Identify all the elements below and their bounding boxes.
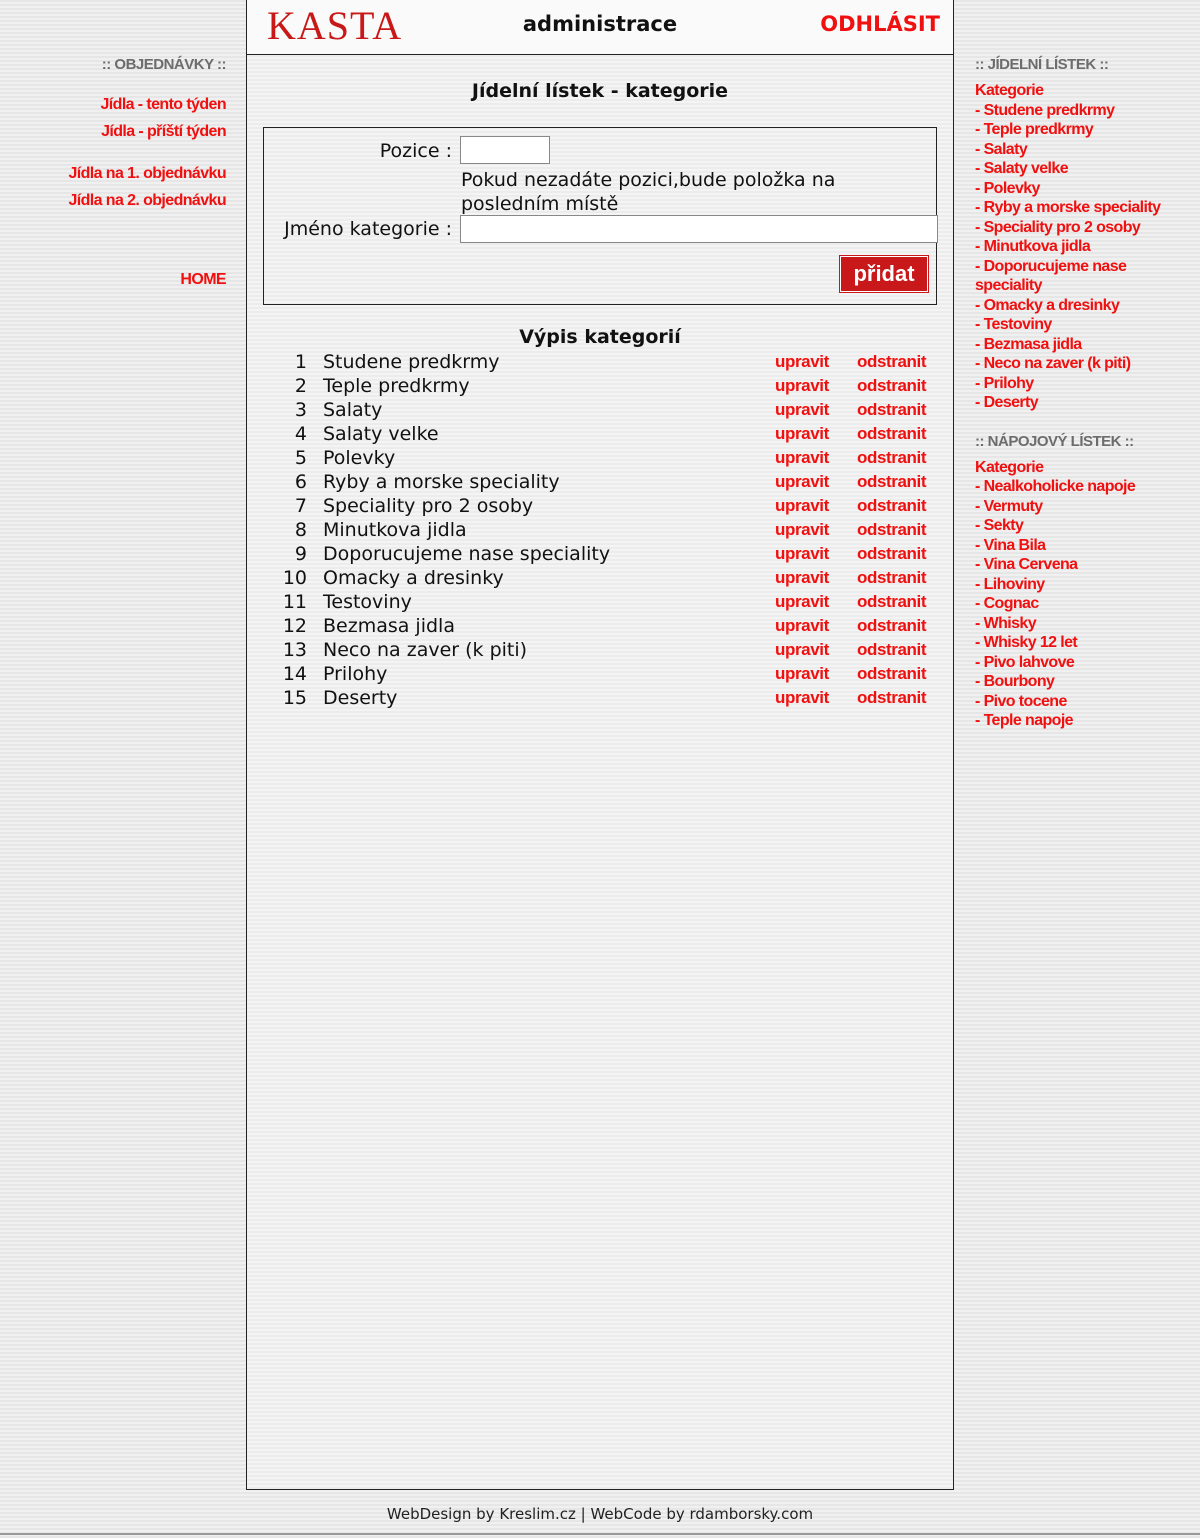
drinks-menu-item[interactable]: - Vina Bila — [975, 536, 1046, 554]
table-row — [277, 398, 937, 422]
drinks-menu-item[interactable]: - Lihoviny — [975, 575, 1045, 593]
delete-link[interactable]: odstranit — [857, 424, 927, 443]
link-food-order-1[interactable]: Jídla na 1. objednávku — [68, 165, 226, 182]
edit-link[interactable]: upravit — [775, 640, 829, 659]
table-row — [277, 374, 937, 398]
table-row — [277, 470, 937, 494]
table-row — [277, 662, 937, 686]
position-input[interactable] — [460, 136, 550, 164]
edit-link[interactable]: upravit — [775, 544, 829, 563]
add-button[interactable]: přidat — [840, 256, 928, 292]
delete-link[interactable]: odstranit — [857, 544, 927, 563]
edit-link[interactable]: upravit — [775, 424, 829, 443]
table-row — [277, 566, 937, 590]
category-name: Polevky — [323, 447, 396, 469]
food-menu-item[interactable]: - Doporucujeme nase speciality — [975, 257, 1127, 294]
drinks-menu-item[interactable]: - Bourbony — [975, 673, 1055, 690]
category-position: 3 — [294, 399, 307, 421]
food-menu-item[interactable]: - Deserty — [975, 394, 1039, 411]
food-menu-item[interactable]: - Prilohy — [975, 374, 1034, 392]
table-row — [277, 542, 937, 566]
delete-link[interactable]: odstranit — [857, 592, 927, 611]
link-food-this-week[interactable]: Jídla - tento týden — [100, 96, 226, 113]
link-food-next-week[interactable]: Jídla - příští týden — [101, 123, 226, 140]
drinks-menu-item[interactable]: - Whisky — [975, 614, 1036, 632]
add-category-form — [263, 127, 937, 305]
edit-link[interactable]: upravit — [775, 520, 829, 539]
drinks-menu-item[interactable]: - Vermuty — [975, 497, 1043, 515]
delete-link[interactable]: odstranit — [857, 520, 927, 539]
food-menu-item[interactable]: - Omacky a dresinky — [975, 296, 1120, 314]
category-position: 15 — [282, 687, 307, 709]
category-position: 1 — [294, 351, 307, 373]
kasta-logo: KASTA — [267, 3, 403, 48]
page-title: Jídelní lístek - kategorie — [471, 80, 729, 102]
header — [247, 0, 953, 55]
table-row — [277, 638, 937, 662]
edit-link[interactable]: upravit — [775, 496, 829, 515]
food-menu-item[interactable]: - Studene predkrmy — [975, 101, 1115, 119]
orders-title: :: OBJEDNÁVKY :: — [101, 56, 226, 73]
category-name: Salaty velke — [323, 423, 439, 445]
drinks-category-link[interactable]: Kategorie — [975, 458, 1044, 476]
category-position: 7 — [294, 495, 307, 517]
category-position: 10 — [282, 567, 307, 589]
table-row — [277, 518, 937, 542]
drinks-menu-item[interactable]: - Whisky 12 let — [975, 634, 1078, 651]
edit-link[interactable]: upravit — [775, 472, 829, 491]
category-position: 5 — [294, 447, 307, 469]
food-menu-item[interactable]: - Teple predkrmy — [975, 121, 1094, 138]
list-title: Výpis kategorií — [519, 326, 681, 348]
delete-link[interactable]: odstranit — [857, 400, 927, 419]
edit-link[interactable]: upravit — [775, 400, 829, 419]
category-position: 11 — [282, 591, 307, 613]
category-name: Teple predkrmy — [323, 375, 470, 397]
link-food-order-2[interactable]: Jídla na 2. objednávku — [68, 192, 226, 209]
drinks-menu-item[interactable]: - Cognac — [975, 595, 1039, 612]
category-name: Studene predkrmy — [323, 351, 500, 373]
delete-link[interactable]: odstranit — [857, 688, 927, 707]
left-sidebar — [0, 56, 226, 293]
edit-link[interactable]: upravit — [775, 664, 829, 683]
link-home[interactable]: HOME — [180, 271, 226, 288]
table-row — [277, 422, 937, 446]
table-row — [277, 590, 937, 614]
category-position: 12 — [282, 615, 307, 637]
delete-link[interactable]: odstranit — [857, 640, 927, 659]
edit-link[interactable]: upravit — [775, 688, 829, 707]
food-menu-item[interactable]: - Minutkova jidla — [975, 238, 1091, 255]
food-menu-item[interactable]: - Polevky — [975, 179, 1040, 197]
category-name: Omacky a dresinky — [323, 567, 504, 589]
category-position: 9 — [294, 543, 307, 565]
edit-link[interactable]: upravit — [775, 616, 829, 635]
logout-link[interactable]: ODHLÁSIT — [820, 12, 940, 36]
category-list — [277, 350, 937, 710]
drinks-menu-item[interactable]: - Pivo tocene — [975, 692, 1067, 710]
food-menu-title: :: JÍDELNÍ LÍSTEK :: — [975, 56, 1109, 73]
category-position: 2 — [294, 375, 307, 397]
right-sidebar — [975, 56, 1197, 731]
delete-link[interactable]: odstranit — [857, 496, 927, 515]
table-row — [277, 686, 937, 710]
category-position: 8 — [294, 519, 307, 541]
delete-link[interactable]: odstranit — [857, 352, 927, 371]
delete-link[interactable]: odstranit — [857, 472, 927, 491]
food-menu-item[interactable]: - Salaty velke — [975, 160, 1068, 177]
position-hint: Pokud nezadáte pozici,bude položka na posledním místě — [461, 169, 836, 215]
delete-link[interactable]: odstranit — [857, 568, 927, 587]
table-row — [277, 350, 937, 374]
main-panel — [246, 0, 954, 1490]
food-menu-item[interactable]: - Bezmasa jidla — [975, 335, 1082, 353]
drinks-menu-list — [975, 477, 1197, 731]
category-position: 6 — [294, 471, 307, 493]
edit-link[interactable]: upravit — [775, 568, 829, 587]
category-name: Testoviny — [323, 591, 412, 613]
food-category-link[interactable]: Kategorie — [975, 82, 1044, 99]
category-name: Prilohy — [323, 663, 388, 685]
admin-title: administrace — [522, 12, 678, 36]
category-position: 14 — [282, 663, 307, 685]
category-name: Ryby a morske speciality — [323, 471, 560, 493]
delete-link[interactable]: odstranit — [857, 376, 927, 395]
category-position: 13 — [282, 639, 307, 661]
bottom-divider — [0, 1533, 1200, 1535]
category-name: Neco na zaver (k piti) — [323, 639, 528, 661]
drinks-menu-title: :: NÁPOJOVÝ LÍSTEK :: — [975, 432, 1134, 450]
category-name: Salaty — [323, 399, 383, 421]
food-menu-item[interactable]: - Salaty — [975, 140, 1028, 158]
table-row — [277, 446, 937, 470]
edit-link[interactable]: upravit — [775, 448, 829, 467]
food-menu-list — [975, 101, 1197, 413]
delete-link[interactable]: odstranit — [857, 616, 927, 635]
position-label: Pozice : — [379, 140, 452, 162]
delete-link[interactable]: odstranit — [857, 448, 927, 467]
drinks-menu-item[interactable]: - Sekty — [975, 517, 1024, 534]
category-name-input[interactable] — [460, 215, 938, 243]
table-row — [277, 614, 937, 638]
category-name: Deserty — [323, 687, 398, 709]
food-menu-item[interactable]: - Speciality pro 2 osoby — [975, 218, 1141, 236]
category-name: Minutkova jidla — [323, 519, 467, 541]
edit-link[interactable]: upravit — [775, 592, 829, 611]
food-menu-item[interactable]: - Testoviny — [975, 316, 1052, 333]
category-position: 4 — [294, 423, 307, 445]
drinks-menu-item[interactable]: - Teple napoje — [975, 712, 1073, 729]
food-menu-item[interactable]: - Neco na zaver (k piti) — [975, 355, 1131, 372]
edit-link[interactable]: upravit — [775, 376, 829, 395]
food-menu-item[interactable]: - Ryby a morske speciality — [975, 199, 1161, 216]
category-name: Doporucujeme nase speciality — [323, 543, 611, 565]
drinks-menu-item[interactable]: - Pivo lahvove — [975, 653, 1075, 671]
table-row — [277, 494, 937, 518]
category-name: Bezmasa jidla — [323, 615, 455, 637]
edit-link[interactable]: upravit — [775, 352, 829, 371]
drinks-menu-item[interactable]: - Vina Cervena — [975, 556, 1078, 573]
delete-link[interactable]: odstranit — [857, 664, 927, 683]
drinks-menu-item[interactable]: - Nealkoholicke napoje — [975, 478, 1136, 495]
footer: WebDesign by Kreslim.cz | WebCode by rdamborsky.com — [386, 1505, 814, 1523]
category-name: Speciality pro 2 osoby — [323, 495, 534, 517]
category-name-label: Jméno kategorie : — [284, 218, 452, 240]
